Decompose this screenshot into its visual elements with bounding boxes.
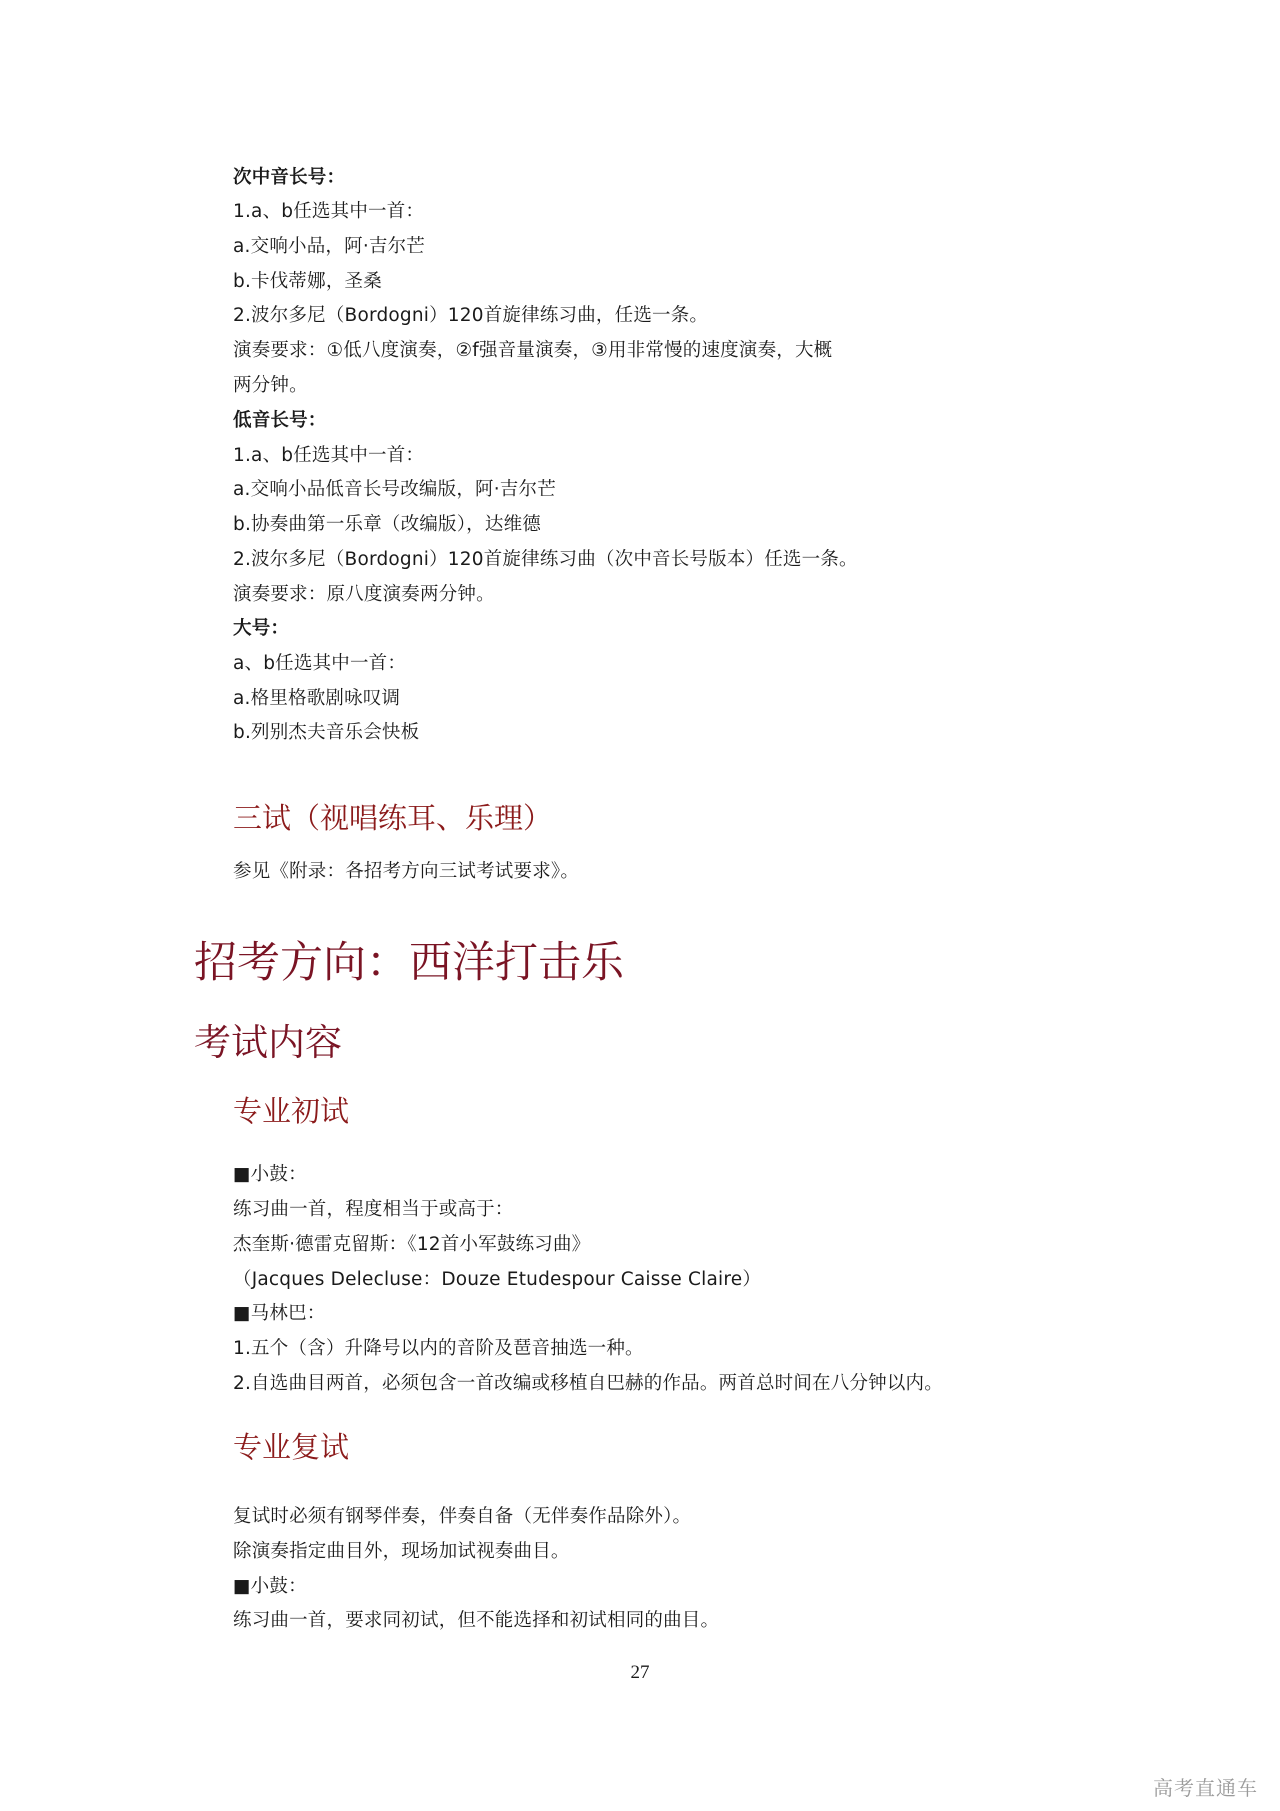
preliminary-line-4: （Jacques Delecluse：Douze Etudespour Caisse Claire） <box>233 1269 762 1290</box>
tenor-trombone-line-3: b.卡伐蒂娜，圣桑 <box>233 271 382 292</box>
bass-trombone-line-1: 1.a、b任选其中一首： <box>233 445 425 466</box>
tuba-heading: 大号： <box>233 618 290 639</box>
page-number: 27 <box>630 1662 650 1683</box>
preliminary-line-3: 杰奎斯·德雷克留斯：《12首小军鼓练习曲》 <box>233 1234 591 1255</box>
tenor-trombone-line-1: 1.a、b任选其中一首： <box>233 201 425 222</box>
tenor-trombone-line-2: a.交响小品，阿·吉尔芒 <box>233 236 425 257</box>
preliminary-line-1: ■小鼓： <box>233 1164 307 1185</box>
tuba-line-1: a、b任选其中一首： <box>233 653 407 674</box>
retest-heading: 专业复试 <box>233 1430 350 1464</box>
bass-trombone-line-2: a.交响小品低音长号改编版，阿·吉尔芒 <box>233 479 556 500</box>
tuba-line-2: a.格里格歌剧咏叹调 <box>233 688 401 709</box>
tenor-trombone-heading: 次中音长号： <box>233 167 346 188</box>
direction-title: 招考方向：西洋打击乐 <box>194 938 624 988</box>
tuba-line-3: b.列别杰夫音乐会快板 <box>233 722 420 743</box>
watermark-text: 高考直通车 <box>1153 1776 1258 1800</box>
preliminary-line-6: 1.五个（含）升降号以内的音阶及琶音抽选一种。 <box>233 1338 644 1359</box>
bass-trombone-line-5: 演奏要求：原八度演奏两分钟。 <box>233 584 495 605</box>
bass-trombone-heading: 低音长号： <box>233 410 327 431</box>
retest-line-4: 练习曲一首，要求同初试，但不能选择和初试相同的曲目。 <box>233 1610 720 1631</box>
tenor-trombone-line-6: 两分钟。 <box>233 375 308 396</box>
bass-trombone-line-3: b.协奏曲第一乐章（改编版），达维德 <box>233 514 541 535</box>
bass-trombone-line-4: 2.波尔多尼（Bordogni）120首旋律练习曲（次中音长号版本）任选一条。 <box>233 549 858 570</box>
tenor-trombone-line-5: 演奏要求：①低八度演奏，②f强音量演奏，③用非常慢的速度演奏，大概 <box>233 340 833 361</box>
preliminary-line-7: 2.自选曲目两首，必须包含一首改编或移植自巴赫的作品。两首总时间在八分钟以内。 <box>233 1373 943 1394</box>
third-exam-text: 参见《附录：各招考方向三试考试要求》。 <box>233 861 580 882</box>
preliminary-line-5: ■马林巴： <box>233 1303 326 1324</box>
tenor-trombone-line-4: 2.波尔多尼（Bordogni）120首旋律练习曲，任选一条。 <box>233 305 709 326</box>
retest-line-2: 除演奏指定曲目外，现场加试视奏曲目。 <box>233 1541 570 1562</box>
exam-content-title: 考试内容 <box>194 1021 342 1064</box>
preliminary-heading: 专业初试 <box>233 1094 350 1128</box>
retest-line-3: ■小鼓： <box>233 1576 307 1597</box>
third-exam-heading: 三试（视唱练耳、乐理） <box>233 801 553 835</box>
retest-line-1: 复试时必须有钢琴伴奏，伴奏自备（无伴奏作品除外）。 <box>233 1506 692 1527</box>
preliminary-line-2: 练习曲一首，程度相当于或高于： <box>233 1199 514 1220</box>
